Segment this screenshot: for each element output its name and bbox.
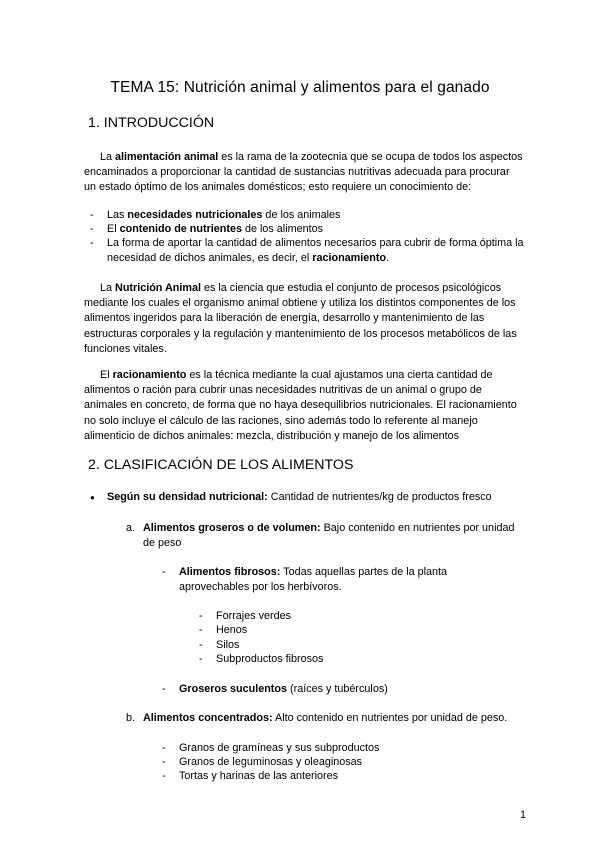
list-item-alimentos-concentrados: b. Alimentos concentrados: Alto contenido en nutrientes por unidad de peso. [126, 712, 508, 724]
list-item: - Granos de leguminosas y oleaginosas [162, 756, 363, 768]
page-title: TEMA 15: Nutrición animal y alimentos para el ganado [110, 79, 490, 96]
list-item-alimentos-groseros: a. Alimentos groseros o de volumen: Bajo contenido en nutrientes por unidad de peso [126, 522, 515, 550]
bullet-densidad-nutricional: ● Según su densidad nutricional: Cantidad de nutrientes/kg de productos fresco [90, 490, 530, 505]
list-item-alimentos-fibrosos: - Alimentos fibrosos: Todas aquellas partes de la planta aprovechables por los herbívoros. [162, 566, 448, 594]
paragraph-alimentacion: La alimentación animal es la rama de la zootecnia que se ocupa de todos los aspectos encaminados a proporcionar la cantidad de sustancias nutritivas adecuada para procurar un estado óptimo de los animales domésticos; esto requiere un conocimiento de: [84, 151, 523, 194]
section-heading-introduccion: 1. INTRODUCCIÓN [88, 115, 215, 131]
paragraph-nutricion-animal: La Nutrición Animal es la ciencia que estudia el conjunto de procesos psicológicos mediante los cuales el organismo animal obtiene y utiliza los distintos componentes de los alimentos ingeridos para la liberación de energía, desarrollo y mantenimiento de las estructuras corporales y la regulación y mantenimiento de los procesos metabólicos de las funciones vitales. [84, 282, 517, 355]
paragraph-racionamiento: El racionamiento es la técnica mediante la cual ajustamos una cierta cantidad de alimentos o ración para cubrir unas necesidades nutritivas de un animal o grupo de animales en concreto, de forma que no haya desequilibrios nutricionales. El racionamiento no solo incluye el cálculo de las raciones, sino además todo lo referente al manejo alimenticio de dichos animales: mezcla, distribución y manejo de los alimentos [84, 369, 517, 442]
list-item: - La forma de aportar la cantidad de alimentos necesarios para cubrir de forma óptima la necesidad de dichos animales, es decir, el racionamiento. [90, 237, 524, 265]
list-item: - Granos de gramíneas y sus subproductos [162, 742, 380, 754]
list-item: - Henos [199, 624, 248, 636]
section-heading-clasificacion: 2. CLASIFICACIÓN DE LOS ALIMENTOS [88, 457, 354, 473]
list-item: - El contenido de nutrientes de los alimentos [90, 223, 324, 235]
list-item: - Silos [199, 639, 240, 651]
bullet-icon: ● [90, 493, 95, 502]
list-item: - Tortas y harinas de las anteriores [162, 770, 339, 782]
list-item: - Subproductos fibrosos [199, 653, 324, 665]
page-number: 1 [519, 809, 526, 821]
list-item: - Forrajes verdes [199, 610, 292, 622]
list-item-groseros-suculentos: - Groseros suculentos (raíces y tubérculos) [162, 683, 388, 695]
list-item: - Las necesidades nutricionales de los animales [90, 209, 341, 221]
